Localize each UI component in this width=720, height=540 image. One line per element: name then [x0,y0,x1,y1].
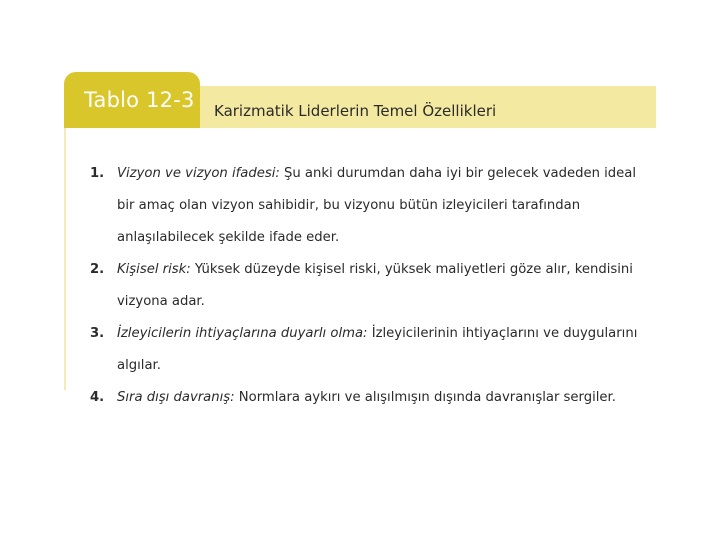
item-term: İzleyicilerin ihtiyaçlarına duyarlı olma: [117,326,368,341]
item-term: Sıra dışı davranış: [117,390,235,405]
item-number: 1. [90,166,105,181]
item-term: Vizyon ve vizyon ifadesi: [117,166,280,181]
item-number: 3. [90,326,105,341]
characteristics-list [90,158,650,414]
item-number: 2. [90,262,105,277]
item-text: Normlara aykırı ve alışılmışın dışında davranışlar sergiler. [234,390,616,405]
list-item [90,254,650,318]
table-number-tab [64,72,200,128]
table-card [64,72,656,405]
table-left-rule [64,128,66,390]
item-text: İzleyicilerinin ihtiyaçlarını ve duygularını algılar. [117,326,638,373]
list-item [90,318,650,382]
item-term: Kişisel risk: [117,262,191,277]
table-title: Karizmatik Liderlerin Temel Özellikleri [214,102,497,120]
item-text: Şu anki durumdan daha iyi bir gelecek vadeden ideal bir amaç olan vizyon sahibidir, bu vizyonu bütün izleyicileri tarafından anlaşılabilecek şekilde ifade eder. [117,166,637,245]
list-item [90,382,650,414]
item-text: Yüksek düzeyde kişisel riski, yüksek maliyetleri göze alır, kendisini vizyona adar. [117,262,633,309]
table-number-label: Tablo 12-3 [84,88,195,112]
list-item [90,158,650,254]
item-number: 4. [90,390,105,405]
